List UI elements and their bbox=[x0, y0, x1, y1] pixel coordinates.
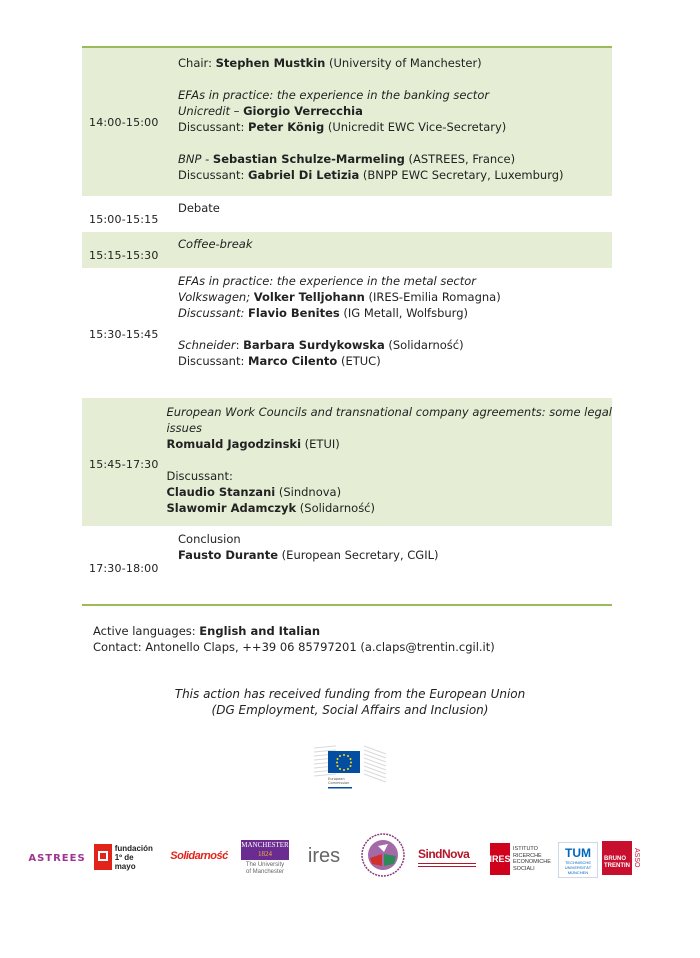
topic-line: EFAs in practice: the experience in the banking sector bbox=[178, 88, 490, 102]
programme-table bbox=[82, 46, 612, 606]
chair-line: Chair: Stephen Mustkin (University of Manchester) bbox=[178, 56, 482, 70]
topic-line: European Work Councils and transnational company agreements: some legal bbox=[166, 405, 612, 419]
discussant-line: Discussant: Flavio Benites (IG Metall, Wolfsburg) bbox=[178, 306, 468, 320]
european-commission-logo bbox=[310, 740, 390, 796]
session-time: 17:30-18:00 bbox=[89, 562, 159, 575]
ec-building-icon bbox=[310, 740, 390, 796]
logo-syndicate-roundel bbox=[358, 830, 408, 880]
contact-line: Contact: Antonello Claps, ++39 06 85797201 (a.claps@trentin.cgil.it) bbox=[93, 640, 495, 654]
topic-line: EFAs in practice: the experience in the metal sector bbox=[178, 274, 477, 288]
ec-caption: Commission bbox=[328, 781, 350, 785]
topic-line: issues bbox=[166, 421, 203, 435]
session-time: 15:00-15:15 bbox=[89, 213, 159, 226]
discussant-label: Discussant: bbox=[166, 469, 233, 483]
logo-fundacion-1-de-mayo: fundación 1º de mayo bbox=[94, 838, 156, 876]
session-row bbox=[82, 398, 612, 526]
session-content bbox=[178, 196, 612, 232]
session-content bbox=[178, 526, 612, 606]
logo-university-of-manchester: MANCHESTER 1824 The University of Manchester bbox=[241, 841, 289, 875]
partner-logos bbox=[24, 830, 684, 886]
session-content bbox=[178, 232, 612, 268]
discussant-line: Discussant: Gabriel Di Letizia (BNPP EWC Secretary, Luxemburg) bbox=[178, 168, 564, 182]
chair-name: Stephen Mustkin bbox=[215, 56, 326, 70]
logo-ires-italy: IRES ISTITUTO RICERCHE ECONOMICHE SOCIALI bbox=[490, 842, 550, 876]
session-content bbox=[178, 48, 612, 196]
session-time: 15:15-15:30 bbox=[89, 249, 159, 262]
discussant-line: Discussant: Marco Cilento (ETUC) bbox=[178, 354, 381, 368]
logo-ires-fr: ires bbox=[307, 844, 341, 867]
logo-sindnova: SindNova bbox=[418, 844, 480, 870]
session-title: Conclusion bbox=[178, 532, 241, 546]
discussant-line: Discussant: Peter König (Unicredit EWC Vice-Secretary) bbox=[178, 120, 507, 134]
session-row bbox=[82, 232, 612, 268]
checkbox-icon bbox=[94, 844, 112, 870]
bottom-divider bbox=[82, 604, 612, 606]
logo-tum: TUM TECHNISCHE UNIVERSITÄT MÜNCHEN bbox=[558, 842, 598, 878]
session-time: 15:30-15:45 bbox=[89, 328, 159, 341]
session-content bbox=[166, 398, 612, 526]
roundel-icon bbox=[360, 832, 406, 878]
logo-bruno-trentin: BRUNO TRENTIN ASSO bbox=[602, 838, 650, 878]
session-title: Debate bbox=[178, 201, 220, 215]
session-content bbox=[178, 268, 612, 398]
logo-solidarnosc: Solidarność bbox=[170, 850, 228, 862]
logo-astrees: ASTREES bbox=[28, 852, 86, 864]
session-row bbox=[82, 526, 612, 606]
discussant-line: Slawomir Adamczyk (Solidarność) bbox=[166, 501, 375, 515]
discussant-line: Claudio Stanzani (Sindnova) bbox=[166, 485, 342, 499]
session-row bbox=[82, 196, 612, 232]
speaker-line: Fausto Durante (European Secretary, CGIL) bbox=[178, 548, 439, 562]
case-line: BNP - Sebastian Schulze-Marmeling (ASTREES, France) bbox=[178, 152, 516, 166]
ec-caption: European bbox=[328, 777, 345, 781]
speaker-line: Romuald Jagodzinski (ETUI) bbox=[166, 437, 340, 451]
languages-line: Active languages: English and Italian bbox=[93, 624, 321, 638]
case-line: Schneider: Barbara Surdykowska (Solidarność) bbox=[178, 338, 464, 352]
session-time: 15:45-17:30 bbox=[89, 458, 159, 471]
case-line: Volkswagen; Volker Telljohann (IRES-Emilia Romagna) bbox=[178, 290, 501, 304]
session-time: 14:00-15:00 bbox=[89, 115, 159, 129]
case-line: Unicredit – Giorgio Verrecchia bbox=[178, 104, 363, 118]
event-info bbox=[93, 623, 495, 655]
funding-notice: This action has received funding from the European Union (DG Employment, Social Affairs and Inclusion) bbox=[174, 687, 526, 717]
session-row bbox=[82, 48, 612, 196]
session-title: Coffee-break bbox=[178, 237, 253, 251]
session-row bbox=[82, 268, 612, 398]
